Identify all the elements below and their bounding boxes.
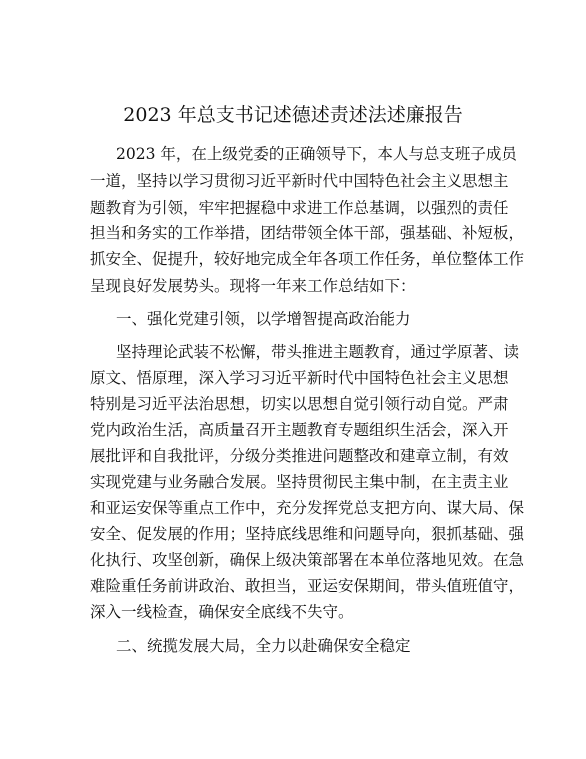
paragraph-line: 原文、悟原理，深入学习习近平新时代中国特色社会主义思想 xyxy=(90,369,509,387)
paragraph-line: 展批评和自我批评，分级分类推进问题整改和建章立制，有效 xyxy=(90,447,509,465)
document-title: 2023 年总支书记述德述责述法述廉报告 xyxy=(123,104,463,126)
paragraph-line: 坚持理论武装不松懈，带头推进主题教育，通过学原著、读 xyxy=(116,343,520,361)
paragraph-line: 呈现良好发展势头。现将一年来工作总结如下： xyxy=(90,277,416,295)
paragraph-line: 实现党建与业务融合发展。坚持贯彻民主集中制，在主责主业 xyxy=(90,473,509,491)
paragraph-line: 2023 年，在上级党委的正确领导下，本人与总支班子成员 xyxy=(116,145,517,163)
paragraph-line: 担当和务实的工作举措，团结带领全体干部，强基础、补短板， xyxy=(90,224,525,242)
paragraph-line: 化执行、攻坚创新，确保上级决策部署在本单位落地见效。在急 xyxy=(90,551,525,569)
paragraph-line: 一道，坚持以学习贯彻习近平新时代中国特色社会主义思想主 xyxy=(90,172,509,190)
paragraph-line: 和亚运安保等重点工作中，充分发挥党总支把方向、谋大局、保 xyxy=(90,499,525,517)
paragraph-line: 特别是习近平法治思想，切实以思想自觉引领行动自觉。严肃 xyxy=(90,395,509,413)
section-heading-2: 二、统揽发展大局，全力以赴确保安全稳定 xyxy=(116,637,411,655)
paragraph-line: 安全、促发展的作用；坚持底线思维和问题导向，狠抓基础、强 xyxy=(90,525,525,543)
section-heading-1: 一、强化党建引领，以学增智提高政治能力 xyxy=(116,310,411,328)
paragraph-line: 党内政治生活，高质量召开主题教育专题组织生活会，深入开 xyxy=(90,421,509,439)
paragraph-line: 难险重任务前讲政治、敢担当，亚运安保期间，带头值班值守， xyxy=(90,577,525,595)
paragraph-line: 抓安全、促提升，较好地完成全年各项工作任务，单位整体工作 xyxy=(90,250,525,268)
paragraph-line: 题教育为引领，牢牢把握稳中求进工作总基调，以强烈的责任 xyxy=(90,199,509,217)
paragraph-line: 深入一线检查，确保安全底线不失守。 xyxy=(90,603,354,621)
